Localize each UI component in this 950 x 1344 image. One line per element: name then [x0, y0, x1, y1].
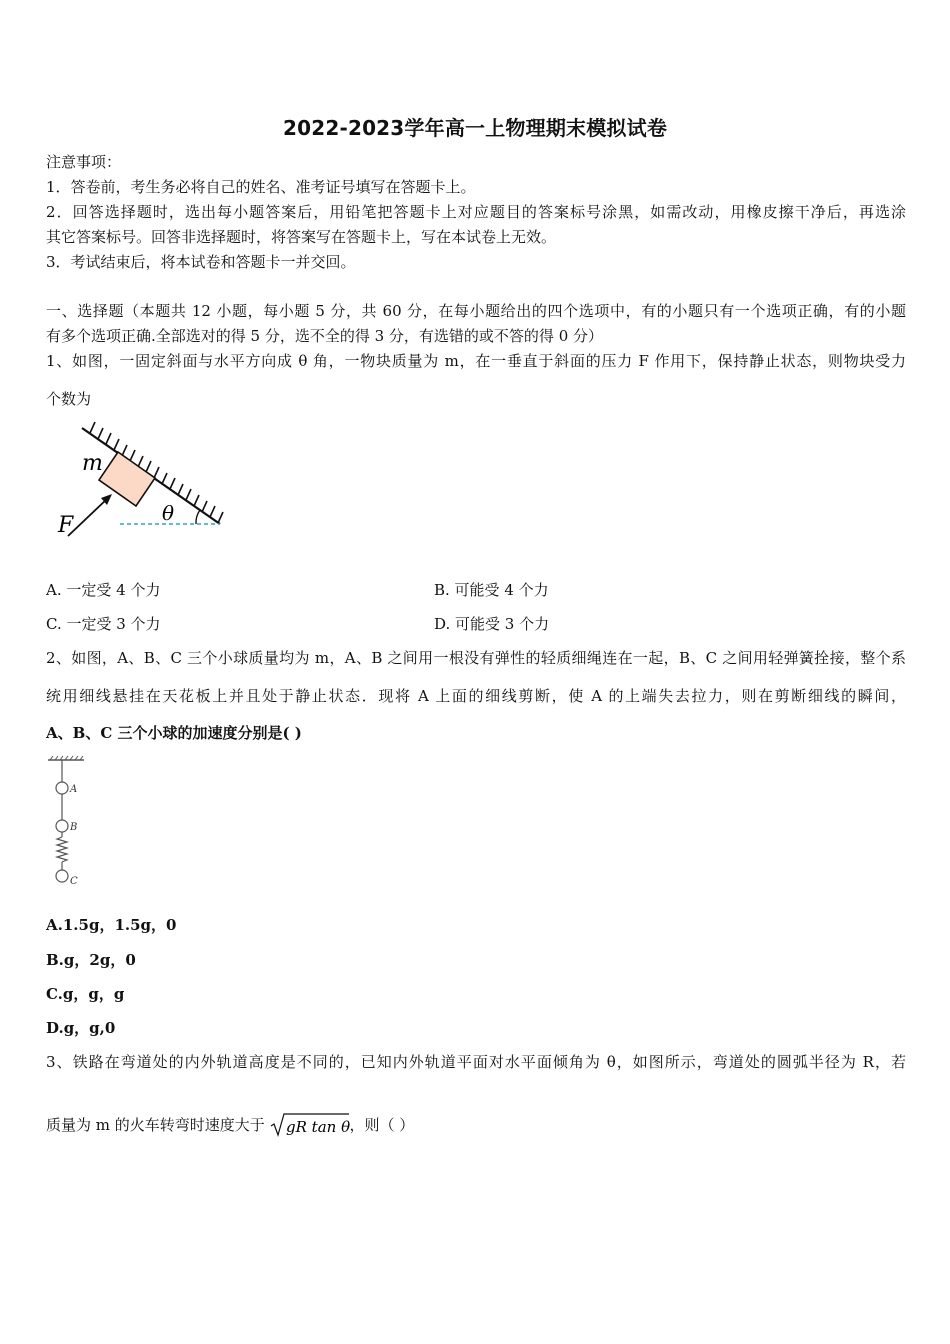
question-1-option-c: C. 一定受 3 个力: [46, 615, 161, 633]
question-2-stem-line-3: A、B、C 三个小球的加速度分别是( ): [46, 724, 302, 742]
question-3-text-before-formula: 质量为 m 的火车转弯时速度大于: [46, 1116, 270, 1134]
ball-c-label: C: [70, 876, 78, 887]
question-1-option-d: D. 可能受 3 个力: [434, 615, 550, 633]
notice-heading: 注意事项：: [46, 153, 122, 171]
force-label: F: [58, 513, 74, 538]
question-3-stem-line-1: 3、铁路在弯道处的内外轨道高度是不同的，已知内外轨道平面对水平面倾角为 θ，如图所示，弯道处的圆弧半径为 R，若: [46, 1053, 906, 1071]
ball-b-label: B: [70, 822, 78, 833]
page-title: 2022-2023学年高一上物理期末模拟试卷: [282, 116, 668, 140]
notice-item-1: 1．答卷前，考生务必将自己的姓名、准考证号填写在答题卡上。: [46, 178, 476, 196]
incline-block-figure: [50, 418, 230, 543]
question-1-option-a: A. 一定受 4 个力: [46, 581, 161, 599]
question-2-stem-line-2: 统用细线悬挂在天花板上并且处于静止状态．现将 A 上面的细线剪断，使 A 的上端失去拉力，则在剪断细线的瞬间，: [46, 687, 906, 705]
question-2-option-b: B.g，2g，0: [46, 951, 136, 969]
question-2-option-d: D.g，g,0: [46, 1019, 116, 1037]
notice-item-2-line-2: 其它答案标号。回答非选择题时，将答案写在答题卡上，写在本试卷上无效。: [46, 228, 557, 246]
sqrt-formula: [270, 1112, 350, 1138]
question-1-option-b: B. 可能受 4 个力: [434, 581, 549, 599]
question-2-stem-line-1: 2、如图，A、B、C 三个小球质量均为 m，A、B 之间用一根没有弹性的轻质细绳连在一起，B、C 之间用轻弹簧拴接，整个系: [46, 649, 906, 667]
angle-label: θ: [162, 501, 175, 525]
question-3-stem-line-2: [46, 1112, 906, 1138]
section-1-instructions-line-2: 有多个选项正确.全部选对的得 5 分，选不全的得 3 分，有选错的或不答的得 0 分）: [46, 327, 604, 345]
notice-item-2-line-1: 2．回答选择题时，选出每小题答案后，用铅笔把答题卡上对应题目的答案标号涂黑，如需改动，用橡皮擦干净后，再选涂: [46, 203, 906, 221]
section-1-instructions-line-1: 一、选择题（本题共 12 小题，每小题 5 分，共 60 分，在每小题给出的四个选项中，有的小题只有一个选项正确，有的小题: [46, 302, 906, 320]
hanging-balls-figure: [44, 756, 94, 888]
question-2-option-a: A.1.5g，1.5g，0: [46, 916, 177, 934]
question-3-text-after-formula: ，则（ ）: [349, 1116, 415, 1134]
formula-text: gR tan θ: [285, 1118, 350, 1136]
mass-label: m: [82, 451, 103, 476]
question-1-stem-line-1: 1、如图，一固定斜面与水平方向成 θ 角，一物块质量为 m，在一垂直于斜面的压力 F 作用下，保持静止状态，则物块受力: [46, 352, 906, 370]
ball-a-label: A: [70, 784, 78, 795]
notice-item-3: 3．考试结束后，将本试卷和答题卡一并交回。: [46, 253, 356, 271]
question-2-option-c: C.g，g，g: [46, 985, 125, 1003]
question-1-stem-line-2: 个数为: [46, 390, 92, 408]
